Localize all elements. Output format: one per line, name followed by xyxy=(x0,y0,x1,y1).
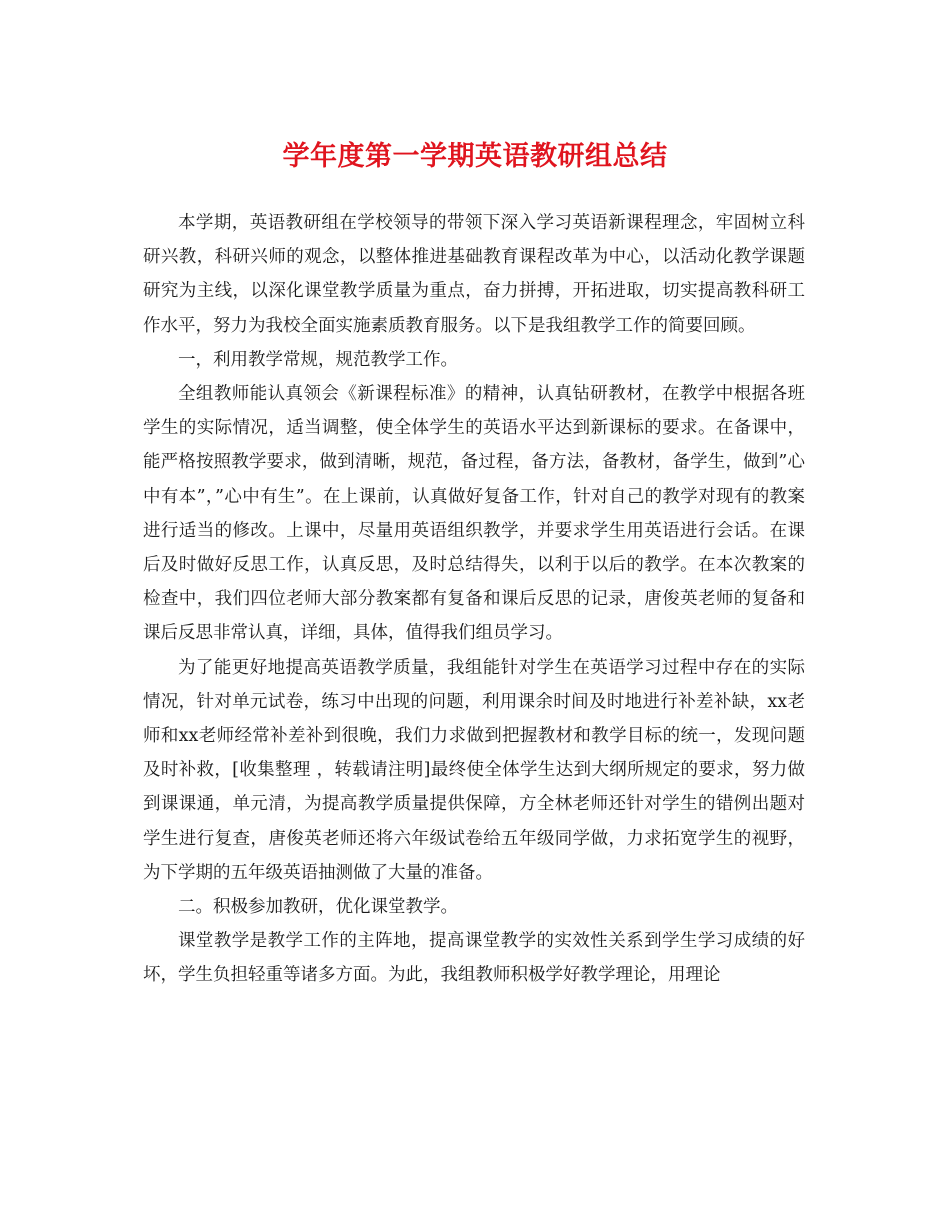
paragraph-remedial: 为了能更好地提高英语教学质量，我组能针对学生在英语学习过程中存在的实际情况，针对单元试卷，练习中出现的问题，利用课余时间及时地进行补差补缺，xx老师和xx老师经常补差补到很晚，我们力求做到把握教材和教学目标的统一，发现问题及时补救，[收集整理 ，转载请注明]最终使全体学生达到大纲所规定的要求，努力做到课课通，单元清，为提高教学质量提供保障，方全林老师还针对学生的错例出题对学生进行复查，唐俊英老师还将六年级试卷给五年级同学做，力求拓宽学生的视野，为下学期的五年级英语抽测做了大量的准备。 xyxy=(143,657,805,883)
paragraph-intro: 本学期，英语教研组在学校领导的带领下深入学习英语新课程理念，牢固树立科研兴教，科研兴师的观念，以整体推进基础教育课程改革为中心，以活动化教学课题研究为主线，以深化课堂教学质量为重点，奋力拼搏，开拓进取，切实提高教科研工作水平，努力为我校全面实施素质教育服务。以下是我组教学工作的简要回顾。 xyxy=(143,213,805,336)
page-title: 学年度第一学期英语教研组总结 xyxy=(282,141,668,172)
document-body xyxy=(143,206,805,993)
section-heading-2: 二。积极参加教研，优化课堂教学。 xyxy=(178,897,458,918)
paragraph-lesson-prep: 全组教师能认真领会《新课程标准》的精神，认真钻研教材，在教学中根据各班学生的实际情况，适当调整，使全体学生的英语水平达到新课标的要求。在备课中，能严格按照教学要求，做到清晰，规范，备过程，备方法，备教材，备学生，做到”心中有本”，”心中有生”。在上课前，认真做好复备工作，针对自己的教学对现有的教案进行适当的修改。上课中，尽量用英语组织教学，并要求学生用英语进行会话。在课后及时做好反思工作，认真反思，及时总结得失，以利于以后的教学。在本次教案的检查中，我们四位老师大部分教案都有复备和课后反思的记录，唐俊英老师的复备和课后反思非常认真，详细，具体，值得我们组员学习。 xyxy=(143,384,805,644)
section-heading-1: 一，利用教学常规，规范教学工作。 xyxy=(178,349,458,370)
paragraph-classroom: 课堂教学是教学工作的主阵地，提高课堂教学的实效性关系到学生学习成绩的好坏，学生负担轻重等诸多方面。为此，我组教师积极学好教学理论，用理论 xyxy=(143,931,805,986)
